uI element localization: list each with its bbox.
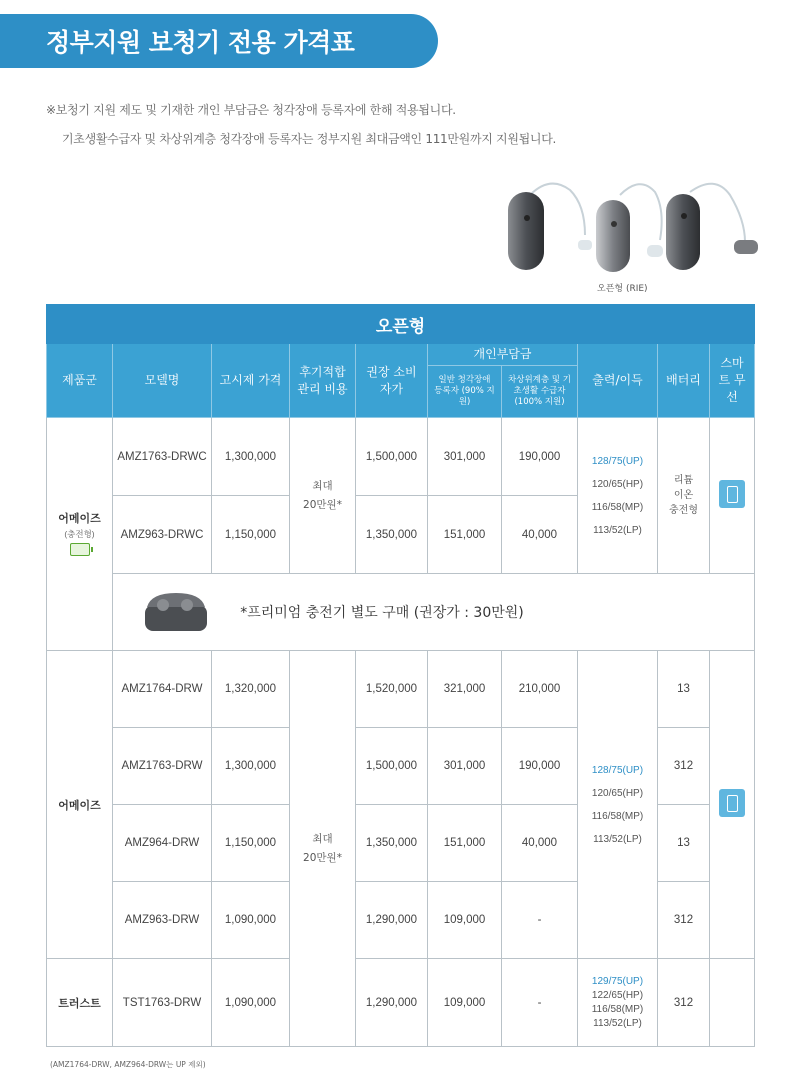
- group-cell: [47, 959, 113, 1047]
- general-cost: 301,000: [428, 728, 502, 805]
- lowincome-cost: 190,000: [502, 728, 578, 805]
- group-cell: [47, 651, 113, 959]
- general-cost: 301,000: [428, 418, 502, 496]
- lowincome-cost: 190,000: [502, 418, 578, 496]
- notice-line-2: 기초생활수급자 및 차상위계층 청각장애 등록자는 정부지원 최대금액인 111만원까지 지원됩니다.: [62, 132, 557, 146]
- power-cell: [578, 959, 658, 1047]
- general-cost: 151,000: [428, 496, 502, 574]
- msrp: 1,290,000: [356, 959, 428, 1047]
- general-cost: 151,000: [428, 805, 502, 882]
- lowincome-cost: 40,000: [502, 496, 578, 574]
- model: AMZ964-DRW: [113, 805, 212, 882]
- price-table: [46, 304, 754, 1047]
- aftercare-cost: 최대 20만원*: [290, 418, 356, 574]
- header-general: 일반 청각장애 등록자 (90% 지원): [428, 366, 502, 418]
- lowincome-cost: 210,000: [502, 651, 578, 728]
- msrp: 1,350,000: [356, 496, 428, 574]
- group-name: 어메이즈: [58, 798, 101, 812]
- notice-price: 1,090,000: [212, 959, 290, 1047]
- power-cell: [578, 418, 658, 574]
- battery: 312: [658, 728, 710, 805]
- charger-note: *프리미엄 충전기 별도 구매 (권장가 : 30만원): [240, 605, 524, 621]
- msrp: 1,290,000: [356, 882, 428, 959]
- msrp: 1,350,000: [356, 805, 428, 882]
- table-row: [47, 651, 755, 728]
- group-name: 어메이즈: [58, 511, 101, 525]
- model: AMZ963-DRW: [113, 882, 212, 959]
- header-power: 출력/이득: [578, 344, 658, 418]
- notice-price: 1,150,000: [212, 496, 290, 574]
- header-model: 모델명: [113, 344, 212, 418]
- model: AMZ963-DRWC: [113, 496, 212, 574]
- power-hp: 122/65(HP): [591, 989, 644, 1001]
- group-cell: [47, 418, 113, 651]
- model: AMZ1763-DRW: [113, 728, 212, 805]
- power-cell: [578, 651, 658, 959]
- msrp: 1,500,000: [356, 418, 428, 496]
- footnote: (AMZ1764-DRW, AMZ964-DRW는 UP 제외): [50, 1060, 206, 1069]
- header-aftercare: 후기적합 관리 비용: [290, 344, 356, 418]
- power-up: 128/75(UP): [591, 764, 644, 776]
- page-title: 정부지원 보청기 전용 가격표: [0, 14, 438, 68]
- msrp: 1,520,000: [356, 651, 428, 728]
- notice-line-1: ※보청기 지원 제도 및 기재한 개인 부담금은 청각장애 등록자에 한해 적용됩니다.: [46, 103, 456, 117]
- power-hp: 120/65(HP): [591, 787, 644, 799]
- general-cost: 109,000: [428, 959, 502, 1047]
- group-name: 트러스트: [58, 996, 101, 1010]
- power-hp: 120/65(HP): [591, 478, 644, 490]
- model: AMZ1764-DRW: [113, 651, 212, 728]
- battery-charge-icon: [70, 543, 90, 556]
- header-lowincome: 차상위계층 및 기초생활 수급자 (100% 지원): [502, 366, 578, 418]
- msrp: 1,500,000: [356, 728, 428, 805]
- model: AMZ1763-DRWC: [113, 418, 212, 496]
- header-smart: 스마트 무선: [710, 344, 755, 418]
- charger-icon: [141, 591, 211, 633]
- lowincome-cost: -: [502, 959, 578, 1047]
- lowincome-cost: -: [502, 882, 578, 959]
- battery: 312: [658, 882, 710, 959]
- power-lp: 113/52(LP): [593, 1017, 642, 1029]
- table-row: [47, 959, 755, 1047]
- power-lp: 113/52(LP): [593, 524, 642, 536]
- lowincome-cost: 40,000: [502, 805, 578, 882]
- notice-price: 1,300,000: [212, 728, 290, 805]
- header-battery: 배터리: [658, 344, 710, 418]
- model: TST1763-DRW: [113, 959, 212, 1047]
- notice-price: 1,300,000: [212, 418, 290, 496]
- header-group: 제품군: [47, 344, 113, 418]
- power-up: 129/75(UP): [591, 975, 644, 987]
- smart-cell: [710, 651, 755, 959]
- header-notice-price: 고시제 가격: [212, 344, 290, 418]
- smartphone-icon: [719, 480, 745, 508]
- power-mp: 116/58(MP): [591, 810, 644, 822]
- power-lp: 113/52(LP): [593, 833, 642, 845]
- device-caption: 오픈형 (RIE): [597, 284, 648, 294]
- smart-cell: [710, 959, 755, 1047]
- battery-type: 리튬 이온 충전형: [658, 418, 710, 574]
- notice: [46, 96, 556, 154]
- power-mp: 116/58(MP): [591, 1003, 644, 1015]
- charger-row: [47, 574, 755, 651]
- table-row: [47, 418, 755, 496]
- notice-price: 1,090,000: [212, 882, 290, 959]
- header-personal: 개인부담금: [428, 344, 578, 366]
- notice-price: 1,150,000: [212, 805, 290, 882]
- notice-price: 1,320,000: [212, 651, 290, 728]
- smart-cell: [710, 418, 755, 574]
- general-cost: 109,000: [428, 882, 502, 959]
- general-cost: 321,000: [428, 651, 502, 728]
- aftercare-cost: 최대 20만원*: [290, 651, 356, 1047]
- power-up: 128/75(UP): [591, 455, 644, 467]
- hearing-aid-images: [490, 180, 790, 275]
- header-msrp: 권장 소비자가: [356, 344, 428, 418]
- battery: 312: [658, 959, 710, 1047]
- battery: 13: [658, 651, 710, 728]
- category-header: 오픈형: [47, 305, 755, 344]
- smartphone-icon: [719, 789, 745, 817]
- power-mp: 116/58(MP): [591, 501, 644, 513]
- group-sub: (충전형): [64, 528, 95, 539]
- battery: 13: [658, 805, 710, 882]
